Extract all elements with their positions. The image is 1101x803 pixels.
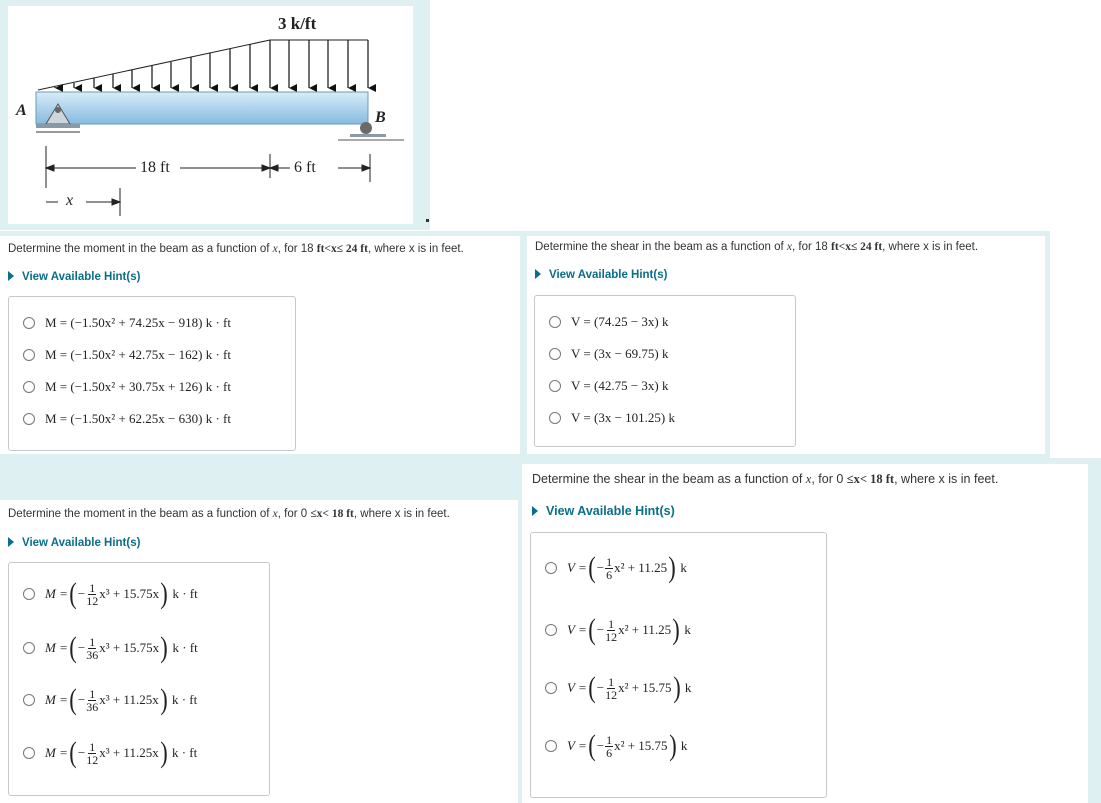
radio-button[interactable] [545,740,557,752]
expand-triangle-icon [535,269,541,279]
question-moment-18-24 [0,236,520,454]
view-hints-link[interactable]: View Available Hint(s) [532,504,675,518]
dimension-18ft-label: 18 ft [140,159,170,176]
beam [36,92,368,124]
answer-option[interactable]: M = (−1.50x² + 62.25x − 630) k · ft [23,411,231,427]
question-text: Determine the shear in the beam as a function of x, for 0 ≤x< 18 ft, where x is in feet. [532,472,999,486]
answer-options [534,295,796,447]
answer-options [530,532,827,798]
answer-option[interactable]: V = ( − $\frac{1}{12}$ x² + 11.25 ) k [545,615,691,645]
question-text: Determine the shear in the beam as a function of x, for 18 ft<x≤ 24 ft, where x is in feet. [535,241,979,253]
radio-button[interactable] [549,380,561,392]
answer-option[interactable]: M = ( − $\frac{1}{12}$ x³ + 11.25x ) k · ft [23,738,197,768]
question-shear-18-24 [527,236,1045,454]
answer-option[interactable]: V = ( − $\frac{1}{12}$ x² + 15.75 ) k [545,673,691,703]
radio-button[interactable] [549,412,561,424]
answer-option[interactable]: V = ( − $\frac{1}{6}$ x² + 15.75 ) k [545,731,687,761]
radio-button[interactable] [545,562,557,574]
beam-figure-panel [8,6,413,224]
radio-button[interactable] [23,349,35,361]
question-shear-0-18 [522,464,1088,803]
radio-button[interactable] [545,682,557,694]
question-moment-0-18 [0,500,518,803]
support-b-label: B [375,109,386,126]
dimension-lines [46,146,370,216]
expand-triangle-icon [532,506,538,516]
view-hints-link[interactable]: View Available Hint(s) [535,269,667,281]
roller-support-b [338,122,404,140]
x-dimension-label: x [66,192,74,209]
answer-option[interactable]: M = (−1.50x² + 74.25x − 918) k · ft [23,315,231,331]
view-hints-link[interactable]: View Available Hint(s) [8,271,140,283]
load-arrows [55,40,368,88]
answer-option[interactable]: V = (74.25 − 3x) k [549,314,668,330]
answer-option[interactable]: V = ( − $\frac{1}{6}$ x² + 11.25 ) k [545,553,687,583]
answer-option[interactable]: M = ( − $\frac{1}{12}$ x³ + 15.75x ) k · ft [23,579,198,609]
answer-option[interactable]: V = (42.75 − 3x) k [549,378,668,394]
answer-options [8,296,296,451]
radio-button[interactable] [23,747,35,759]
expand-triangle-icon [8,271,14,281]
load-label: 3 k/ft [278,14,317,33]
radio-button[interactable] [549,348,561,360]
expand-triangle-icon [8,537,14,547]
stray-dot [426,219,429,222]
radio-button[interactable] [23,694,35,706]
radio-button[interactable] [545,624,557,636]
answer-option[interactable]: M = ( − $\frac{1}{36}$ x³ + 11.25x ) k · ft [23,685,197,715]
radio-button[interactable] [23,317,35,329]
radio-button[interactable] [549,316,561,328]
support-a-label: A [16,102,27,119]
question-text: Determine the moment in the beam as a function of x, for 18 ft<x≤ 24 ft, where x is in feet. [8,243,464,255]
answer-option[interactable]: M = (−1.50x² + 30.75x + 126) k · ft [23,379,231,395]
view-hints-link[interactable]: View Available Hint(s) [8,537,140,549]
answer-option[interactable]: M = ( − $\frac{1}{36}$ x³ + 15.75x ) k · ft [23,633,198,663]
radio-button[interactable] [23,642,35,654]
question-text: Determine the moment in the beam as a function of x, for 0 ≤x< 18 ft, where x is in feet. [8,508,450,520]
answer-option[interactable]: V = (3x − 69.75) k [549,346,668,362]
radio-button[interactable] [23,381,35,393]
dimension-6ft-label: 6 ft [294,159,316,176]
answer-options [8,562,270,796]
radio-button[interactable] [23,588,35,600]
answer-option[interactable]: M = (−1.50x² + 42.75x − 162) k · ft [23,347,231,363]
answer-option[interactable]: V = (3x − 101.25) k [549,410,675,426]
radio-button[interactable] [23,413,35,425]
